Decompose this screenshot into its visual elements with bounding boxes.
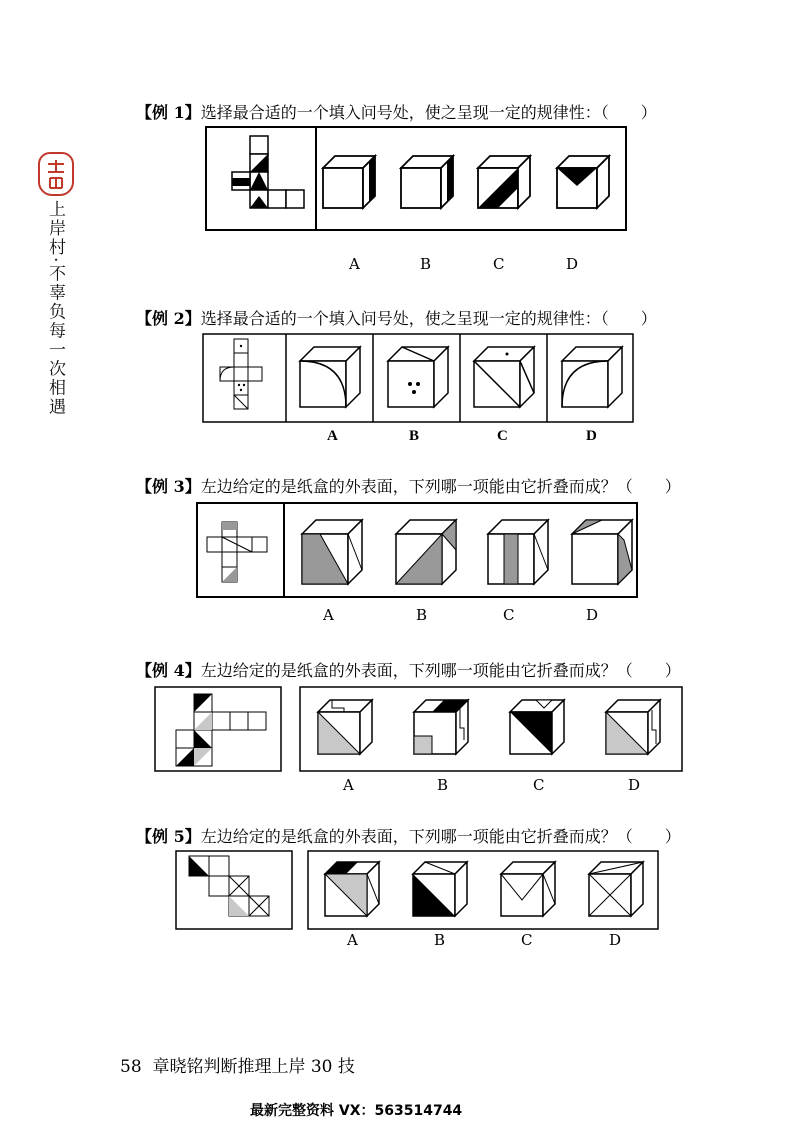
- q4-option-b[interactable]: B: [437, 776, 449, 794]
- q4-option-c[interactable]: C: [533, 776, 545, 794]
- question-1-cubes: [323, 156, 609, 208]
- question-4-text: 左边给定的是纸盒的外表面，下列哪一项能由它折叠而成？（ ）: [200, 661, 681, 680]
- question-3-figure: [196, 502, 638, 598]
- q2-option-b[interactable]: B: [409, 428, 420, 444]
- q5-option-d[interactable]: D: [609, 931, 622, 949]
- question-3-title: [136, 474, 681, 497]
- q1-option-d[interactable]: D: [566, 255, 579, 273]
- question-5-title: [136, 824, 681, 847]
- question-3-text: 左边给定的是纸盒的外表面，下列哪一项能由它折叠而成？（ ）: [200, 477, 681, 496]
- question-3-tag: 【例 3】: [136, 477, 201, 496]
- q3-option-d[interactable]: D: [586, 606, 599, 624]
- q4-option-d[interactable]: D: [628, 776, 641, 794]
- q3-option-b[interactable]: B: [416, 606, 428, 624]
- question-2-text: 选择最合适的一个填入问号处，使之呈现一定的规律性：（ ）: [200, 309, 657, 328]
- question-4-figure: [154, 686, 684, 772]
- q2-option-d[interactable]: D: [586, 428, 597, 444]
- question-5-text: 左边给定的是纸盒的外表面，下列哪一项能由它折叠而成？（ ）: [200, 827, 681, 846]
- book-title: 章晓铭判断推理上岸 30 技: [152, 1057, 355, 1077]
- q3-option-a[interactable]: A: [323, 606, 334, 624]
- q5-option-b[interactable]: B: [434, 931, 446, 949]
- question-2-tag: 【例 2】: [136, 309, 201, 328]
- question-5-figure: [175, 850, 660, 930]
- q3-option-c[interactable]: C: [503, 606, 515, 624]
- question-4-tag: 【例 4】: [136, 661, 201, 680]
- page-number: 58: [120, 1057, 142, 1077]
- question-5-tag: 【例 5】: [136, 827, 201, 846]
- page-footer: [120, 1052, 355, 1077]
- q4-option-a[interactable]: A: [343, 776, 354, 794]
- question-1-title: [136, 100, 657, 123]
- question-2-title: [136, 306, 657, 329]
- side-slogan: 上岸村·不辜负每一次相遇: [45, 200, 65, 417]
- q1-option-a[interactable]: A: [349, 255, 360, 273]
- contact-note: 最新完整资料 VX：563514744: [250, 1103, 463, 1119]
- question-1-text: 选择最合适的一个填入问号处，使之呈现一定的规律性：（ ）: [200, 103, 657, 122]
- question-2-figure: [202, 333, 634, 423]
- q1-option-b[interactable]: B: [420, 255, 432, 273]
- q2-option-a[interactable]: A: [327, 428, 338, 444]
- question-1-figure: [205, 126, 627, 231]
- q5-option-a[interactable]: A: [347, 931, 358, 949]
- question-1-tag: 【例 1】: [136, 103, 201, 122]
- q1-option-c[interactable]: C: [493, 255, 505, 273]
- q2-option-c[interactable]: C: [497, 428, 508, 444]
- q5-option-c[interactable]: C: [521, 931, 533, 949]
- seal-logo: [38, 152, 74, 196]
- question-4-title: [136, 658, 681, 681]
